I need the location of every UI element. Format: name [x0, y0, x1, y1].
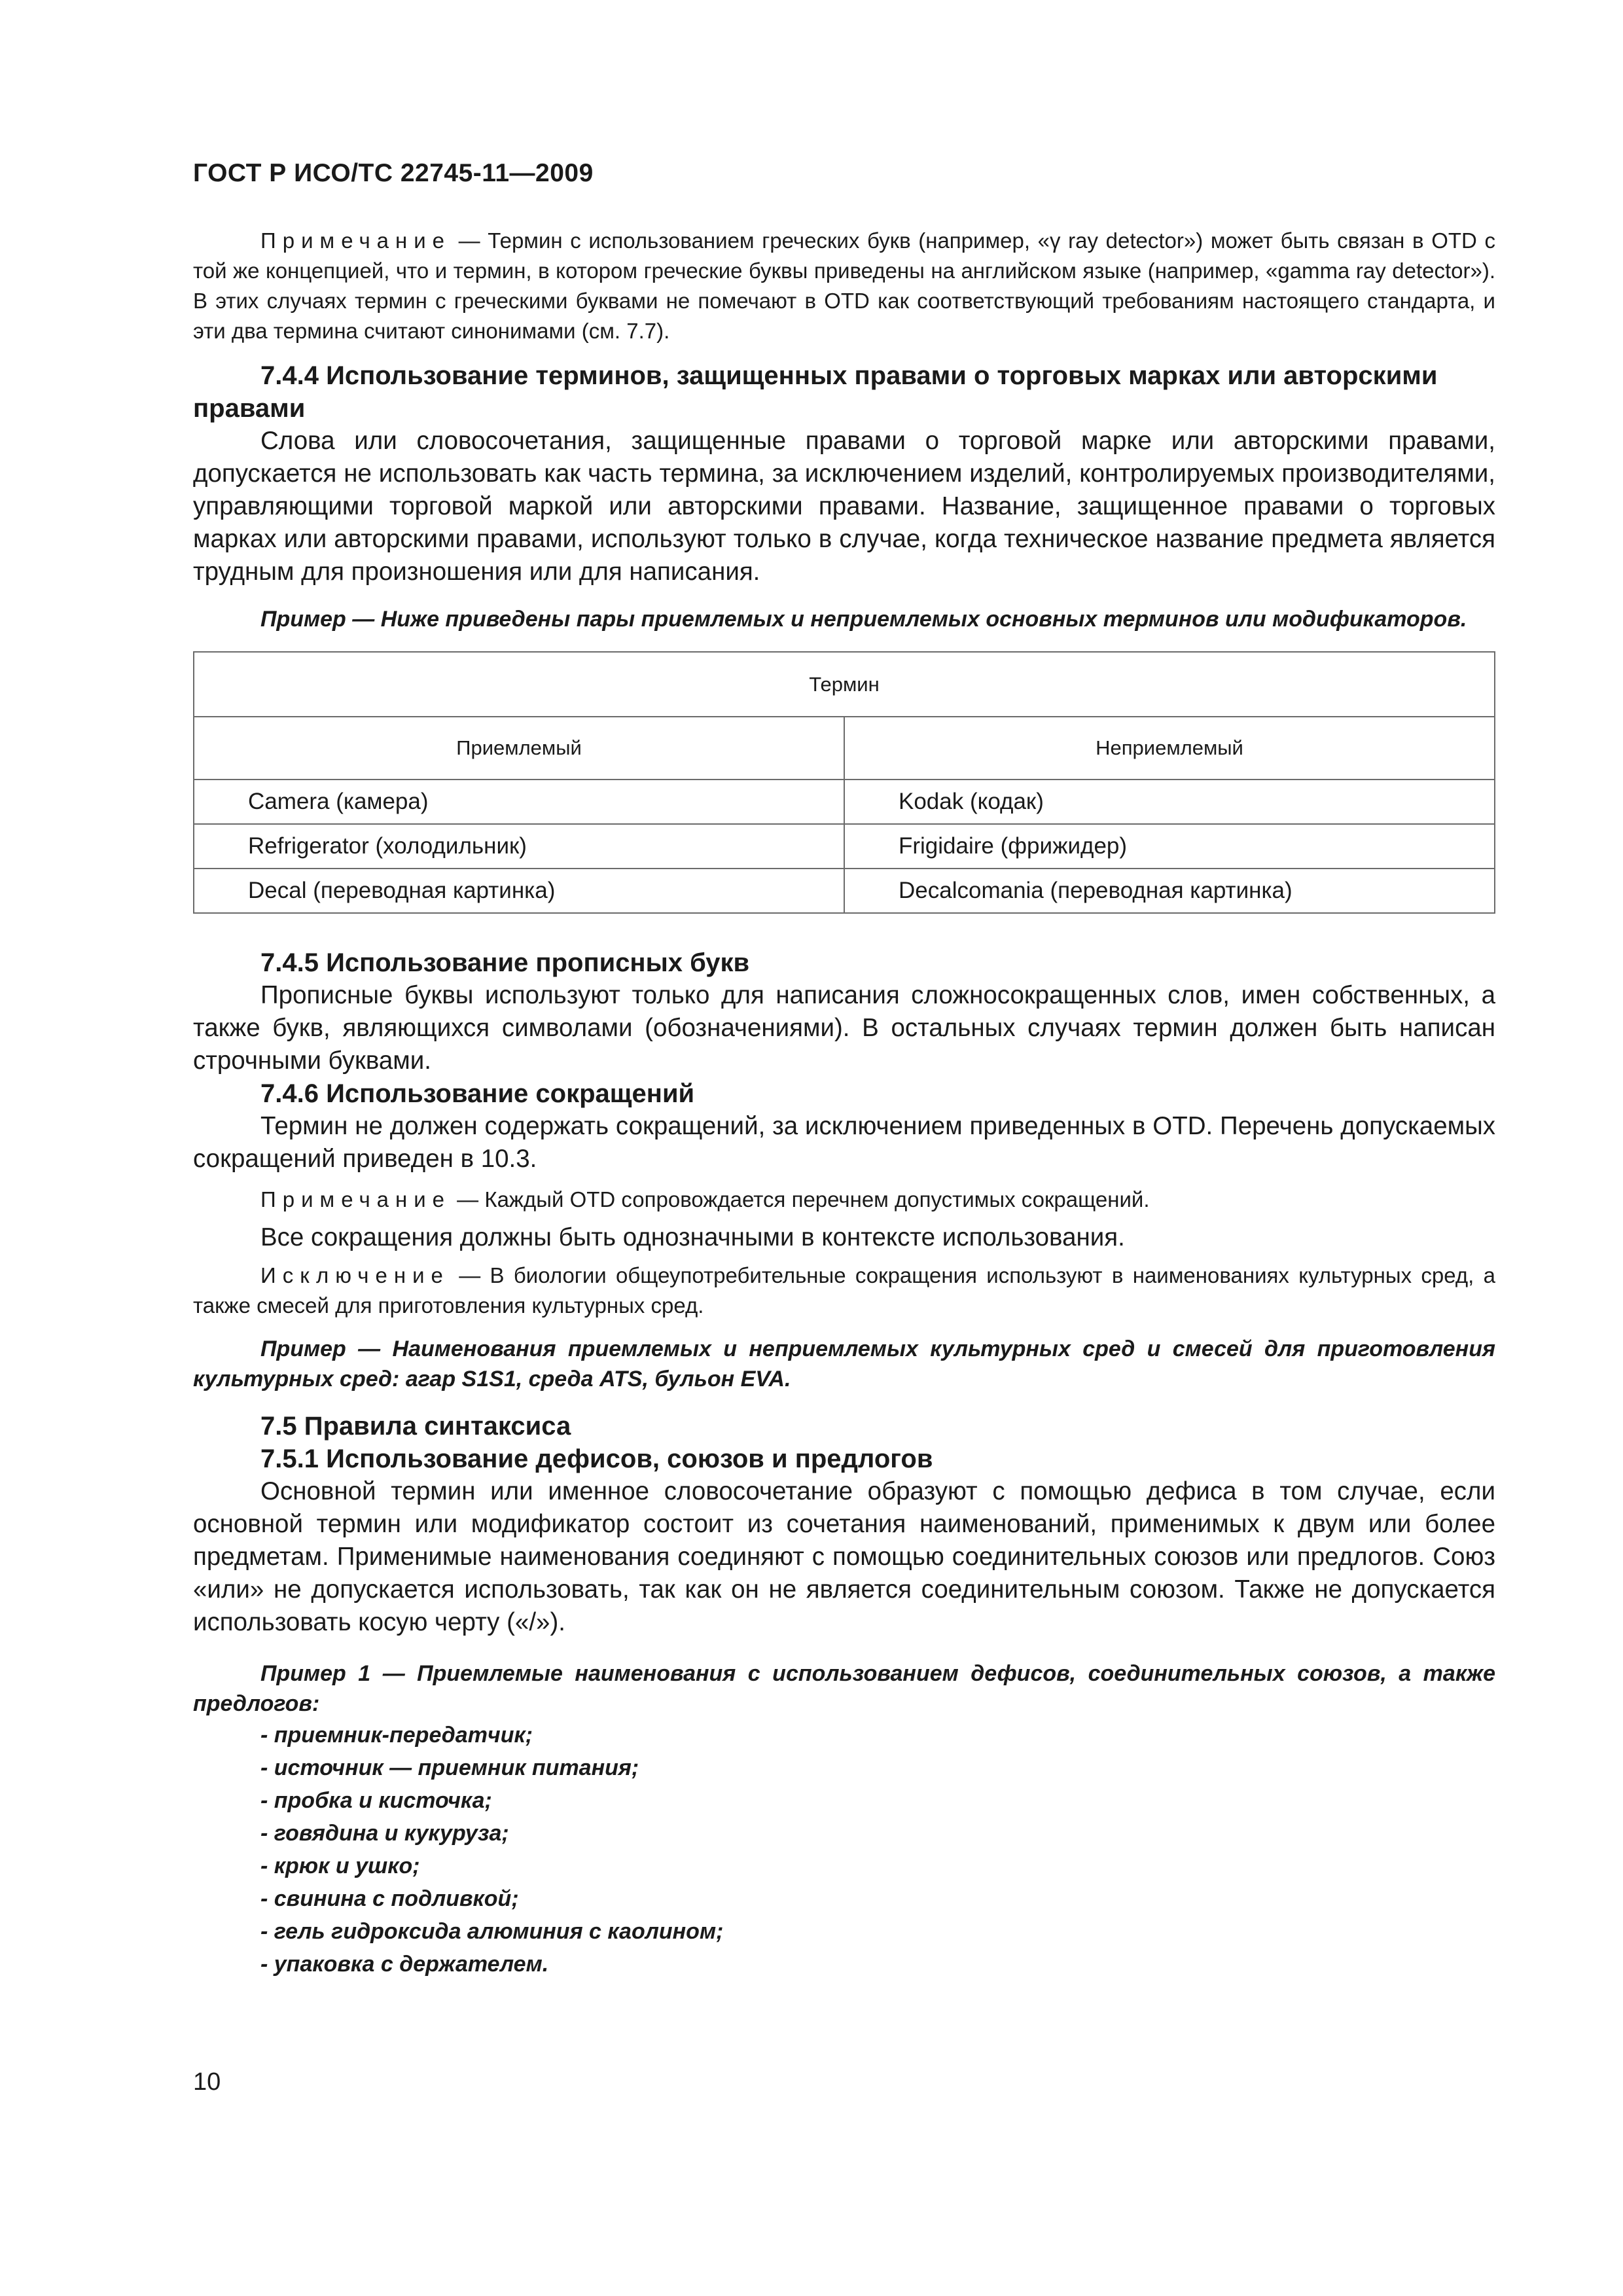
- cell-unacceptable: Frigidaire (фрижидер): [844, 824, 1495, 869]
- document-header: ГОСТ Р ИСО/ТС 22745-11—2009: [193, 159, 594, 187]
- section-heading-7-4-6: 7.4.6 Использование сокращений: [260, 1079, 695, 1108]
- list-item: - пробка и кисточка;: [260, 1788, 492, 1813]
- cell-unacceptable: Kodak (кодак): [844, 780, 1495, 824]
- list-item: - крюк и ушко;: [260, 1854, 420, 1878]
- page-number: 10: [193, 2068, 221, 2096]
- cell-unacceptable: Decalcomania (переводная картинка): [844, 869, 1495, 913]
- document-content: [193, 226, 1495, 1981]
- note-label: Примечание: [260, 1187, 452, 1211]
- terms-table: [193, 651, 1495, 914]
- list-item: - свинина с подливкой;: [260, 1886, 519, 1911]
- cell-acceptable: Camera (камера): [194, 780, 844, 824]
- section-body-7-4-6: Термин не должен содержать сокращений, за исключением приведенных в OTD. Перечень допускаемых сокращений приведен в 10.3.: [193, 1112, 1495, 1173]
- section-body-7-4-6-cont: Все сокращения должны быть однозначными в контексте использования.: [260, 1223, 1125, 1251]
- note-text: — Каждый OTD сопровождается перечнем допустимых сокращений.: [451, 1187, 1150, 1211]
- table-row: [194, 780, 1495, 824]
- table-header: Термин: [194, 652, 1495, 717]
- section-heading-7-5-1: 7.5.1 Использование дефисов, союзов и предлогов: [260, 1444, 933, 1473]
- list-item: - гель гидроксида алюминия с каолином;: [260, 1919, 724, 1944]
- section-body-7-4-5: Прописные буквы используют только для написания сложносокращенных слов, имен собственных, а также букв, являющихся символами (обозначениями). В остальных случаях термин должен быть написан строчными буквами.: [193, 981, 1495, 1075]
- section-heading-7-5: 7.5 Правила синтаксиса: [260, 1412, 571, 1441]
- list-item: - источник — приемник питания;: [260, 1755, 639, 1780]
- column-header-unacceptable: Неприемлемый: [844, 717, 1495, 780]
- section-heading-7-4-4: 7.4.4 Использование терминов, защищенных правами о торговых марках или авторскими правами: [193, 361, 1438, 423]
- exception-paragraph: [193, 1261, 1495, 1321]
- note-paragraph: [193, 226, 1495, 346]
- table-row: [194, 869, 1495, 913]
- list-item: - приемник-передатчик;: [260, 1723, 533, 1748]
- section-body-7-4-4: Слова или словосочетания, защищенные правами о торговой марке или авторскими правами, допускается не использовать как часть термина, за исключением изделий, контролируемых производителями, управляющими торговой маркой или авторскими правами. Название, защищенное правами о торговых марках или авторскими правами, используют только в случае, когда техническое название предмета является трудным для произношения или для написания.: [193, 427, 1495, 586]
- example-7-4-6: Пример — Наименования приемлемых и неприемлемых культурных сред и смесей для приготовления культурных сред: агар S1S1, среда ATS, бульон EVA.: [193, 1336, 1495, 1391]
- section-body-7-5-1: Основной термин или именное словосочетание образуют с помощью дефиса в том случае, если основной термин или модификатор состоит из сочетания наименований, применимых к двум или более предметам. Применимые наименования соединяют с помощью соединительных союзов или предлогов. Союз «или» не допускается использовать, так как он не является соединительным союзом. Также не допускается использовать косую черту («/»).: [193, 1477, 1495, 1636]
- note-paragraph: [193, 1185, 1495, 1215]
- note-label: Примечание: [260, 228, 452, 253]
- exception-label: Исключение: [260, 1263, 450, 1287]
- example-7-4-4: Пример — Ниже приведены пары приемлемых и неприемлемых основных терминов или модификаторов.: [260, 607, 1467, 632]
- cell-acceptable: Decal (переводная картинка): [194, 869, 844, 913]
- example-7-5-1-intro: Пример 1 — Приемлемые наименования с использованием дефисов, соединительных союзов, а также предлогов:: [193, 1661, 1495, 1716]
- table-row: [194, 824, 1495, 869]
- list-item: - говядина и кукуруза;: [260, 1821, 509, 1846]
- note-text: — Термин с использованием греческих букв (например, «γ ray detector») может быть связан в OTD с той же концепцией, что и термин, в котором греческие буквы приведены на английском языке (например, «gamma ray detector»). В этих случаях термин с греческими буквами не помечают в OTD как соответствующий требованиям настоящего стандарта, и эти два термина считают синонимами (см. 7.7).: [193, 228, 1495, 343]
- section-heading-7-4-5: 7.4.5 Использование прописных букв: [260, 948, 750, 977]
- column-header-acceptable: Приемлемый: [194, 717, 844, 780]
- cell-acceptable: Refrigerator (холодильник): [194, 824, 844, 869]
- exception-text: — В биологии общеупотребительные сокращения используют в наименованиях культурных сред, а также смесей для приготовления культурных сред.: [193, 1263, 1495, 1318]
- list-item: - упаковка с держателем.: [260, 1952, 549, 1977]
